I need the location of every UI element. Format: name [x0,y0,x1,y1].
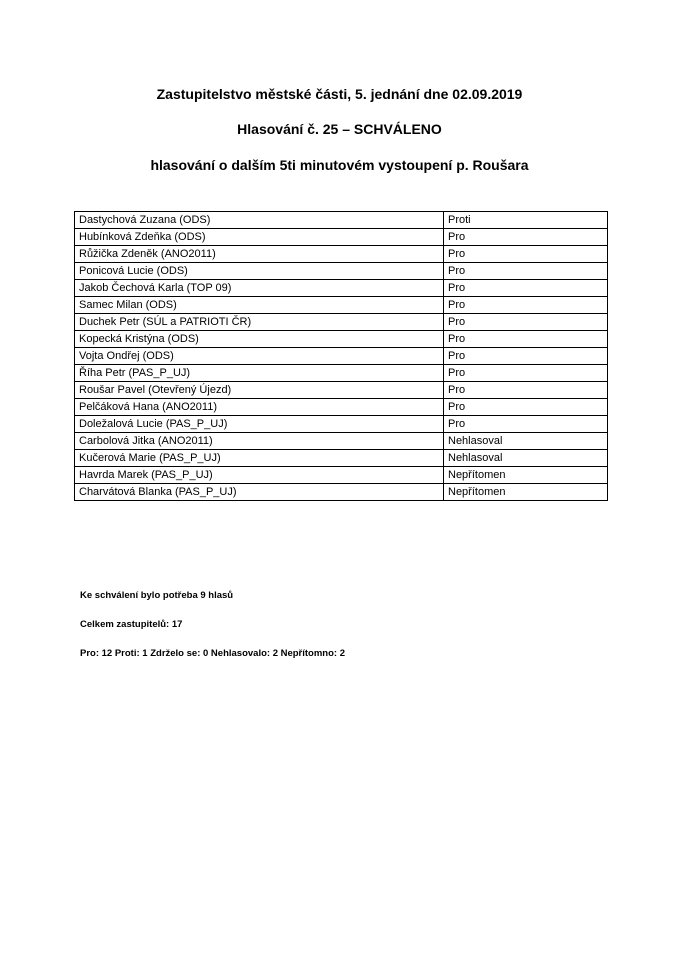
member-vote-cell: Proti [444,212,608,229]
table-row [75,416,608,433]
vote-results-body [75,212,608,501]
table-row [75,280,608,297]
member-name-cell: Ponicová Lucie (ODS) [75,263,444,280]
table-row [75,246,608,263]
table-row [75,467,608,484]
table-row [75,314,608,331]
member-name-cell: Růžička Zdeněk (ANO2011) [75,246,444,263]
member-vote-cell: Nepřítomen [444,484,608,501]
member-name-cell: Carbolová Jitka (ANO2011) [75,433,444,450]
table-row [75,331,608,348]
member-vote-cell: Pro [444,416,608,433]
member-name-cell: Havrda Marek (PAS_P_UJ) [75,467,444,484]
vote-counts-text: Pro: 12 Proti: 1 Zdrželo se: 0 Nehlasovalo: 2 Nepřítomno: 2 [80,648,346,659]
member-name-cell: Samec Milan (ODS) [75,297,444,314]
table-row [75,365,608,382]
member-name-cell: Říha Petr (PAS_P_UJ) [75,365,444,382]
total-members-text: Celkem zastupitelů: 17 [80,619,183,630]
member-vote-cell: Nehlasoval [444,433,608,450]
member-vote-cell: Pro [444,246,608,263]
meeting-title: Zastupitelstvo městské části, 5. jednání dne 02.09.2019 [156,86,523,102]
member-name-cell: Duchek Petr (SÚL a PATRIOTI ČR) [75,314,444,331]
member-vote-cell: Pro [444,365,608,382]
member-vote-cell: Pro [444,297,608,314]
table-row [75,229,608,246]
member-name-cell: Hubínková Zdeňka (ODS) [75,229,444,246]
table-row [75,297,608,314]
member-name-cell: Vojta Ondřej (ODS) [75,348,444,365]
member-name-cell: Charvátová Blanka (PAS_P_UJ) [75,484,444,501]
table-row [75,382,608,399]
member-vote-cell: Pro [444,331,608,348]
member-vote-cell: Nehlasoval [444,450,608,467]
table-row [75,212,608,229]
member-name-cell: Pelčáková Hana (ANO2011) [75,399,444,416]
vote-number-heading: Hlasování č. 25 – SCHVÁLENO [237,121,442,137]
table-row [75,450,608,467]
member-vote-cell: Pro [444,348,608,365]
member-vote-cell: Pro [444,382,608,399]
table-row [75,484,608,501]
member-name-cell: Doležalová Lucie (PAS_P_UJ) [75,416,444,433]
member-vote-cell: Pro [444,229,608,246]
table-row [75,348,608,365]
member-vote-cell: Pro [444,399,608,416]
vote-results-table [74,211,608,501]
member-name-cell: Roušar Pavel (Otevřený Újezd) [75,382,444,399]
table-row [75,399,608,416]
table-row [75,263,608,280]
member-vote-cell: Pro [444,280,608,297]
member-name-cell: Kučerová Marie (PAS_P_UJ) [75,450,444,467]
member-name-cell: Jakob Čechová Karla (TOP 09) [75,280,444,297]
vote-subject-heading: hlasování o dalším 5ti minutovém vystoupení p. Roušara [150,157,529,173]
member-name-cell: Dastychová Zuzana (ODS) [75,212,444,229]
member-vote-cell: Nepřítomen [444,467,608,484]
required-votes-text: Ke schválení bylo potřeba 9 hlasů [80,590,234,601]
member-name-cell: Kopecká Kristýna (ODS) [75,331,444,348]
table-row [75,433,608,450]
member-vote-cell: Pro [444,314,608,331]
member-vote-cell: Pro [444,263,608,280]
